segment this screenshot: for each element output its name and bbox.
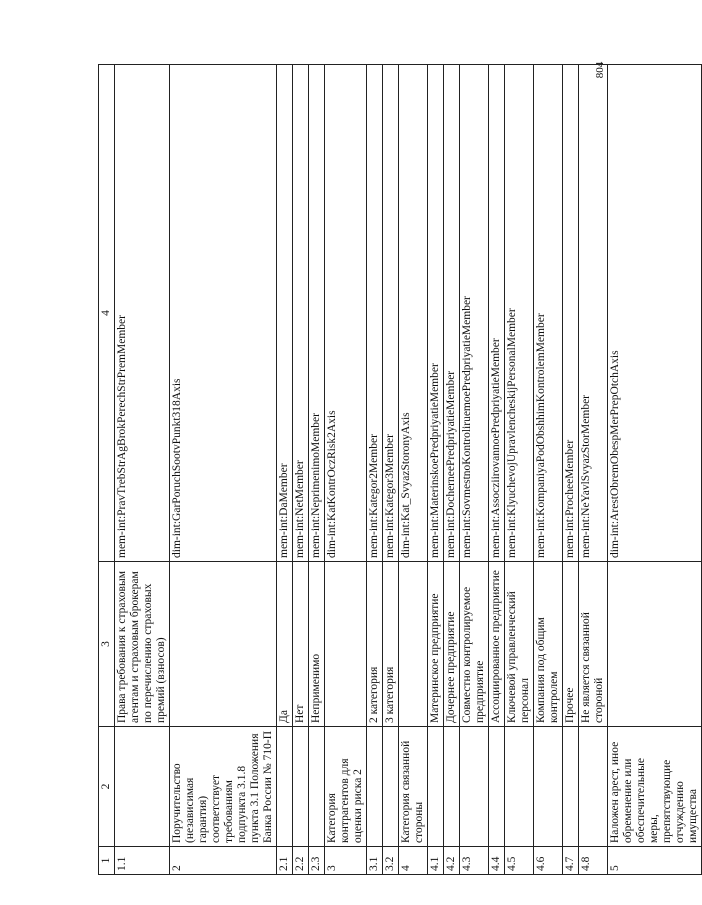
row-description-cell (399, 562, 428, 727)
table-row (277, 65, 293, 875)
row-name-cell (505, 727, 534, 847)
row-number-cell: 1.1 (115, 847, 170, 875)
row-code-cell: mem-int:DaMember (277, 65, 293, 562)
row-description-cell: Материнское предприятие (428, 562, 444, 727)
row-name-cell (444, 727, 460, 847)
row-code-cell: dim-int:Kat_SvyazStoronyAxis (399, 65, 428, 562)
row-description-cell: Компания под общим контролем (534, 562, 563, 727)
row-name-cell (309, 727, 325, 847)
row-code-cell: mem-int:SovmestnoKontroliruemoePredpriyatieMember (460, 65, 489, 562)
row-code-cell: mem-int:NeYavlSvyazStorMember (579, 65, 608, 562)
table-row (170, 65, 277, 875)
row-description-cell: Совместно контролируемое предприятие (460, 562, 489, 727)
row-code-cell: dim-int:GarPoruchSootvPunkt318Axis (170, 65, 277, 562)
row-code-cell: mem-int:DocherneePredpriyatieMember (444, 65, 460, 562)
row-name-cell: Наложен арест, иное обременение или обеспечительные меры, препятствующие отчуждению имущества (608, 727, 702, 847)
row-number-cell: 4.4 (489, 847, 505, 875)
row-name-cell (277, 727, 293, 847)
row-number-cell: 4.1 (428, 847, 444, 875)
table-row (505, 65, 534, 875)
row-description-cell (325, 562, 367, 727)
row-code-cell: mem-int:NetMember (293, 65, 309, 562)
row-number-cell: 3.1 (367, 847, 383, 875)
row-code-cell: mem-int:PravTrebStrAgBrokPerechStrPremMember (115, 65, 170, 562)
row-number-cell: 2.1 (277, 847, 293, 875)
table-row (428, 65, 444, 875)
table-row (367, 65, 383, 875)
row-name-cell: Категория контрагентов для оценки риска 2 (325, 727, 367, 847)
row-code-cell: mem-int:AssocziirovannoePredpriyatieMember (489, 65, 505, 562)
row-number-cell: 4 (399, 847, 428, 875)
row-name-cell (115, 727, 170, 847)
row-number-cell: 4.2 (444, 847, 460, 875)
data-table (98, 64, 702, 875)
table-row (115, 65, 170, 875)
row-number-cell: 3.2 (383, 847, 399, 875)
column-header-4: 4 (99, 65, 115, 562)
row-description-cell: Права требования к страховым агентам и страховым брокерам по перечислению страховых премий (взносов) (115, 562, 170, 727)
table-header-row (99, 65, 115, 875)
row-code-cell: mem-int:NeprimenimoMember (309, 65, 325, 562)
table-body (115, 65, 702, 875)
row-description-cell: Дочернее предприятие (444, 562, 460, 727)
row-number-cell: 2.3 (309, 847, 325, 875)
row-description-cell: Да (277, 562, 293, 727)
row-name-cell (367, 727, 383, 847)
table-row (309, 65, 325, 875)
table-row (399, 65, 428, 875)
column-header-1: 1 (99, 847, 115, 875)
row-name-cell (579, 727, 608, 847)
row-description-cell: Ассоциированное предприятие (489, 562, 505, 727)
table-row (534, 65, 563, 875)
row-code-cell: mem-int:Kategor2Member (367, 65, 383, 562)
column-header-3: 3 (99, 562, 115, 727)
row-code-cell: mem-int:MaterinskoePredpriyatieMember (428, 65, 444, 562)
row-name-cell (534, 727, 563, 847)
row-number-cell: 4.5 (505, 847, 534, 875)
row-code-cell: mem-int:ProcheeMember (563, 65, 579, 562)
table-row (608, 65, 702, 875)
table-row (489, 65, 505, 875)
row-name-cell (563, 727, 579, 847)
row-name-cell (428, 727, 444, 847)
row-name-cell: Категория связанной стороны (399, 727, 428, 847)
row-name-cell (489, 727, 505, 847)
row-name-cell: Поручительство (независимая гарантия) соответствует требованиям подпункта 3.1.8 пункта 3.1 Положения Банка России № 710-П (170, 727, 277, 847)
table-row (293, 65, 309, 875)
table-row (444, 65, 460, 875)
table-row (460, 65, 489, 875)
row-description-cell: Прочее (563, 562, 579, 727)
row-number-cell: 3 (325, 847, 367, 875)
table-row (563, 65, 579, 875)
row-number-cell: 4.7 (563, 847, 579, 875)
row-description-cell: 3 категория (383, 562, 399, 727)
row-number-cell: 5 (608, 847, 702, 875)
row-number-cell: 4.8 (579, 847, 608, 875)
row-number-cell: 2 (170, 847, 277, 875)
row-description-cell (170, 562, 277, 727)
column-header-2: 2 (99, 727, 115, 847)
row-code-cell: dim-int:KatKontrOczRisk2Axis (325, 65, 367, 562)
row-description-cell: Неприменимо (309, 562, 325, 727)
row-description-cell: Ключевой управленческий персонал (505, 562, 534, 727)
row-name-cell (383, 727, 399, 847)
row-code-cell: mem-int:Kategor3Member (383, 65, 399, 562)
page-number: 804 (594, 61, 606, 79)
row-description-cell: Нет (293, 562, 309, 727)
table-row (325, 65, 367, 875)
row-name-cell (460, 727, 489, 847)
row-code-cell: mem-int:KompaniyaPodObshhimKontrolemMember (534, 65, 563, 562)
row-number-cell: 4.3 (460, 847, 489, 875)
row-number-cell: 4.6 (534, 847, 563, 875)
row-description-cell: 2 категория (367, 562, 383, 727)
table-row (579, 65, 608, 875)
row-number-cell: 2.2 (293, 847, 309, 875)
row-name-cell (293, 727, 309, 847)
row-description-cell: Не является связанной стороной (579, 562, 608, 727)
table-row (383, 65, 399, 875)
row-code-cell: dim-int:ArestObremObespMerPrepOtchAxis (608, 65, 702, 562)
row-code-cell: mem-int:KlyuchevojUpravlencheskijPersonalMember (505, 65, 534, 562)
row-description-cell (608, 562, 702, 727)
